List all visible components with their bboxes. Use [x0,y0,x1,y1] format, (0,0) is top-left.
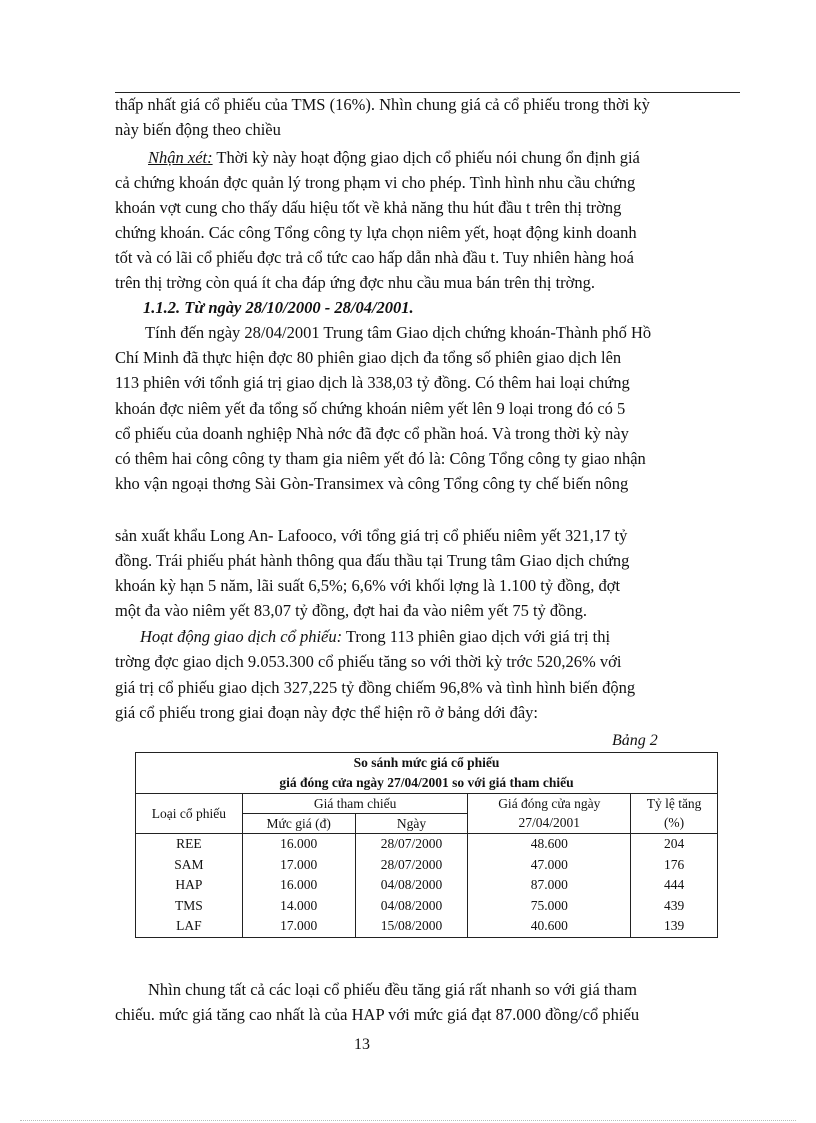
cell-rate: 139 [631,916,718,937]
text-line: đồng. Trái phiếu phát hành thông qua đấu thầu tại Trung tâm Giao dịch chứng [115,551,630,570]
text-line: chứng khoán. Các công Tổng công ty lựa chọn niêm yết, hoạt động kinh doanh [115,223,637,242]
cell-ref-price: 16.000 [242,875,355,896]
text-line: 113 phiên với tổnh giá trị giao dịch là 338,03 tỷ đồng. Có thêm hai loại chứng [115,373,630,392]
text-line: có thêm hai công công ty tham gia niêm yết đó là: Công Tổng công ty giao nhận [115,449,646,468]
col-header-type: Loại cổ phiếu [136,794,243,834]
table-row [136,855,718,876]
activity-text: Trong 113 phiên giao dịch với giá trị thị [342,627,611,646]
text-line: thấp nhất giá cổ phiếu của TMS (16%). Nhìn chung giá cả cổ phiếu trong thời kỳ [115,95,650,114]
text-line: khoán đợc niêm yết đa tổng số chứng khoán niêm yết lên 9 loại trong đó có 5 [115,399,626,418]
cell-type: LAF [136,916,243,937]
cell-ref-date: 28/07/2000 [355,855,468,876]
cell-ref-date: 04/08/2000 [355,896,468,917]
remark-label: Nhận xét: [148,148,213,167]
activity-line [115,624,765,650]
table-row [136,875,718,896]
col-header-ref-date: Ngày [355,814,468,834]
table-row [136,834,718,855]
text-line: sản xuất khẩu Long An- Lafooco, với tổng giá trị cổ phiếu niêm yết 321,17 tỷ [115,526,628,545]
remark-text: Thời kỳ này hoạt động giao dịch cổ phiếu nói chung ổn định giá [212,148,640,167]
table-row [136,896,718,917]
text-line: trờng đợc giao dịch 9.053.300 cổ phiếu tăng so với thời kỳ trớc 520,26% với [115,652,622,671]
col-header-ref: Giá tham chiếu [242,794,468,814]
page-number: 13 [354,1036,370,1053]
cell-rate: 439 [631,896,718,917]
cell-rate: 176 [631,855,718,876]
text-line: một đa vào niêm yết 83,07 tỷ đồng, đợt hai đa vào niêm yết 75 tỷ đồng. [115,601,588,620]
col-header-rate-unit: (%) [631,814,718,834]
table-title: So sánh mức giá cổ phiếu [136,753,718,774]
text-line: cả chứng khoán đợc quản lý trong phạm vi cho phép. Tình hình nhu cầu chứng [115,173,636,192]
text-line: giá trị cổ phiếu giao dịch 327,225 tỷ đồng chiếm 96,8% và tình hình biến động [115,678,636,697]
cell-ref-date: 15/08/2000 [355,916,468,937]
cell-close-price: 48.600 [468,834,631,855]
footer-rule [20,1120,796,1121]
text-line: chiếu. mức giá tăng cao nhất là của HAP với mức giá đạt 87.000 đồng/cổ phiếu [115,1005,640,1024]
section-heading: 1.1.2. Từ ngày 28/10/2000 - 28/04/2001. [143,298,414,317]
col-header-ref-price: Mức giá (đ) [242,814,355,834]
col-header-close-date: 27/04/2001 [468,814,631,834]
text-line: này biến động theo chiều [115,120,281,139]
cell-ref-date: 28/07/2000 [355,834,468,855]
cell-type: SAM [136,855,243,876]
cell-ref-price: 16.000 [242,834,355,855]
cell-close-price: 40.600 [468,916,631,937]
col-header-rate: Tỷ lệ tăng [631,794,718,814]
table-row [136,916,718,937]
table-subtitle: giá đóng cửa ngày 27/04/2001 so với giá tham chiếu [136,773,718,794]
text-line: Chí Minh đã thực hiện đợc 80 phiên giao dịch đa tổng số phiên giao dịch lên [115,348,622,367]
table-caption: Bảng 2 [612,732,658,749]
cell-ref-date: 04/08/2000 [355,875,468,896]
stock-price-table [135,752,718,938]
text-line: khoán vợt cung cho thấy dấu hiệu tốt về khả năng thu hút đầu t trên thị trờng [115,198,622,217]
cell-rate: 204 [631,834,718,855]
cell-close-price: 75.000 [468,896,631,917]
text-line: Nhìn chung tất cả các loại cổ phiếu đều tăng giá rất nhanh so với giá tham [148,980,637,999]
cell-close-price: 47.000 [468,855,631,876]
text-line: Tính đến ngày 28/04/2001 Trung tâm Giao dịch chứng khoán-Thành phố Hồ [145,323,652,342]
text-line: tốt và có lãi cổ phiếu đợc trả cổ tức cao hấp dẫn nhà đầu t. Tuy nhiên hàng hoá [115,248,634,267]
text-line: cổ phiếu của doanh nghiệp Nhà nớc đã đợc cổ phần hoá. Và trong thời kỳ này [115,424,629,443]
cell-close-price: 87.000 [468,875,631,896]
cell-type: HAP [136,875,243,896]
cell-type: REE [136,834,243,855]
cell-ref-price: 17.000 [242,855,355,876]
text-line: kho vận ngoại thơng Sài Gòn-Transimex và công Tổng công ty chế biến nông [115,474,629,493]
cell-type: TMS [136,896,243,917]
cell-ref-price: 14.000 [242,896,355,917]
col-header-close: Giá đóng cửa ngày [468,794,631,814]
remark-line [115,145,773,171]
text-line: trên thị trờng còn quá ít cha đáp ứng đợc nhu cầu mua bán trên thị trờng. [115,273,596,292]
cell-rate: 444 [631,875,718,896]
activity-label: Hoạt động giao dịch cổ phiếu: [140,627,343,646]
text-line: khoán kỳ hạn 5 năm, lãi suất 6,5%; 6,6% với khối lợng là 1.100 tỷ đồng, đợt [115,576,621,595]
cell-ref-price: 17.000 [242,916,355,937]
text-line: giá cổ phiếu trong giai đoạn này đợc thể hiện rõ ở bảng dới đây: [115,703,538,722]
